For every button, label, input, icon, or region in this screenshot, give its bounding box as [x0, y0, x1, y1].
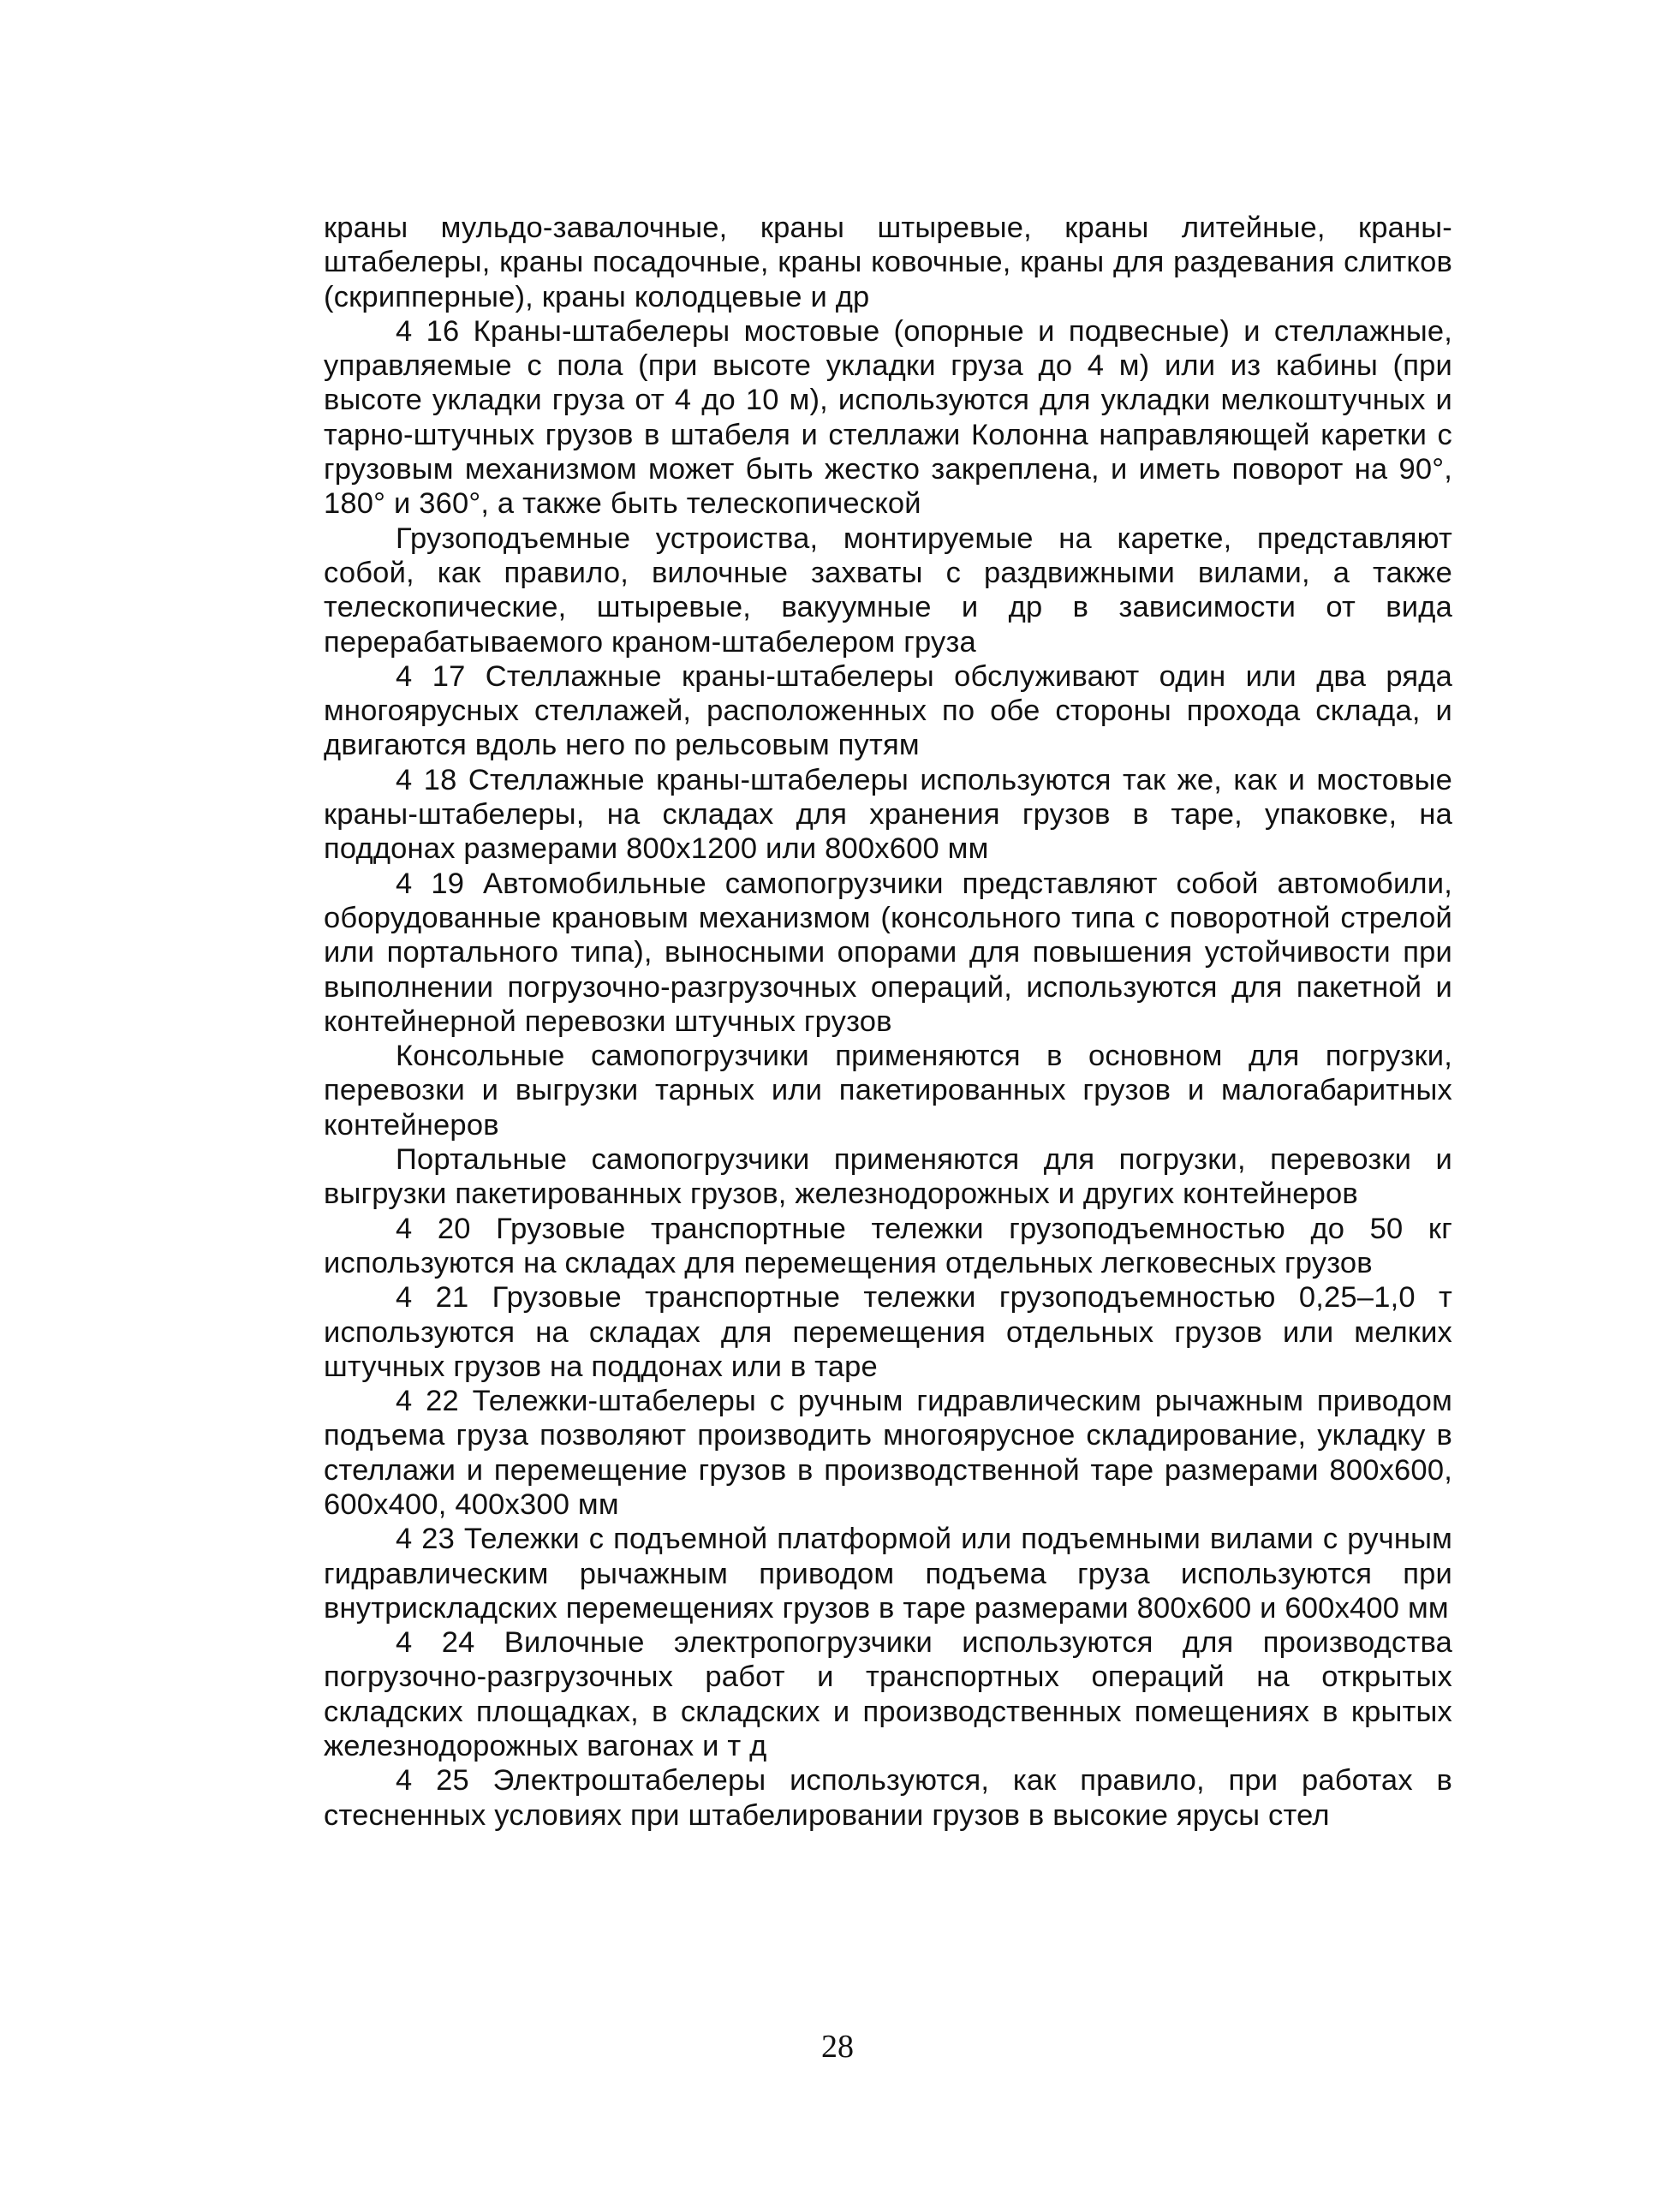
paragraph-continuation: краны мульдо-завалочные, краны штыревые, краны литейные, краны-штабелеры, краны посадочные, краны ковочные, краны для раздевания слитков (скрипперные), краны колодцевые и др [324, 212, 1452, 313]
paragraph-lifting-devices: Грузоподъемные устроиства, монтируемые на каретке, представляют собой, как правило, вилочные захваты с раздвижными вилами, а также телескопические, штыревые, вакуумные и др в зависимости от вида перерабатываемого краном-штабелером груза [324, 522, 1452, 659]
paragraph-4-16: 4 16 Краны-штабелеры мостовые (опорные и подвесные) и стеллажные, управляемые с пола (при высоте укладки груза до 4 м) или из кабины (при высоте укладки груза от 4 до 10 м), используются для укладки мелкоштучных и тарно-штучных грузов в штабеля и стеллажи Колонна направляющей каретки с грузовым механизмом может быть жестко закреплена, и иметь поворот на 90°, 180° и 360°, а также быть телескопической [324, 314, 1452, 521]
paragraph-4-24: 4 24 Вилочные электропогрузчики используются для производства погрузочно-разгрузочных работ и транспортных операций на открытых складских площадках, в складских и производственных помещениях в крытых железнодорожных вагонах и т д [324, 1626, 1452, 1763]
paragraph-console-loaders: Консольные самопогрузчики применяются в основном для погрузки, перевозки и выгрузки тарных или пакетированных грузов и малогабаритных контейнеров [324, 1040, 1452, 1142]
paragraph-4-21: 4 21 Грузовые транспортные тележки грузоподъемностью 0,25–1,0 т используются на складах для перемещения отдельных грузов или мелких штучных грузов на поддонах или в таре [324, 1281, 1452, 1383]
paragraph-4-18: 4 18 Стеллажные краны-штабелеры используются так же, как и мостовые краны-штабелеры, на складах для хранения грузов в таре, упаковке, на поддонах размерами 800х1200 или 800х600 мм [324, 763, 1452, 866]
paragraph-4-23: 4 23 Тележки с подъемной платформой или подъемными вилами с ручным гидравлическим рычажным приводом подъема груза используются при внутрискладских перемещениях грузов в таре размерами 800х600 и 600х400 мм [324, 1523, 1452, 1625]
paragraph-portal-loaders: Портальные самопогрузчики применяются для погрузки, перевозки и выгрузки пакетированных грузов, железнодорожных и других контейнеров [324, 1143, 1452, 1211]
paragraph-4-22: 4 22 Тележки-штабелеры с ручным гидравлическим рычажным приводом подъема груза позволяют производить многоярусное складирование, укладку в стеллажи и перемещение грузов в производственной таре размерами 800х600, 600х400, 400х300 мм [324, 1385, 1452, 1521]
paragraph-4-17: 4 17 Стеллажные краны-штабелеры обслуживают один или два ряда многоярусных стеллажей, расположенных по обе стороны прохода склада, и двигаются вдоль него по рельсовым путям [324, 659, 1452, 762]
body-text [324, 211, 1452, 1833]
paragraph-4-19: 4 19 Автомобильные самопогрузчики представляют собой автомобили, оборудованные крановым механизмом (консольного типа с поворотной стрелой или портального типа), выносными опорами для повышения устойчивости при выполнении погрузочно-разгрузочных операций, используются для пакетной и контейнерной перевозки штучных грузов [324, 867, 1452, 1038]
paragraph-4-25: 4 25 Электроштабелеры используются, как правило, при работах в стесненных условиях при штабелировании грузов в высокие ярусы стел [324, 1764, 1452, 1832]
paragraph-4-20: 4 20 Грузовые транспортные тележки грузоподъемностью до 50 кг используются на складах для перемещения отдельных легковесных грузов [324, 1212, 1452, 1279]
page-number: 28 [821, 2029, 854, 2065]
